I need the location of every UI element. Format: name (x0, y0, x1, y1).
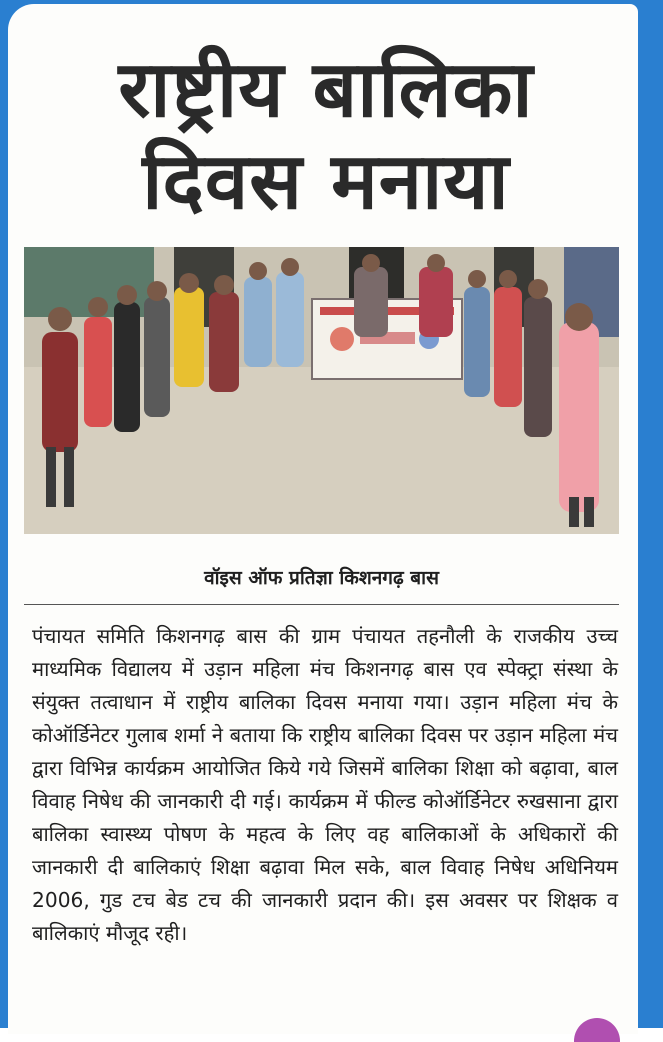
headline (22, 44, 630, 228)
divider (24, 604, 619, 605)
byline: वॉइस ऑफ प्रतिज्ञा किशनगढ़ बास (204, 567, 439, 589)
headline-line-1: राष्ट्रीय बालिका (118, 45, 534, 135)
article-body: पंचायत समिति किशनगढ़ बास की ग्राम पंचायत तहनौली के राजकीय उच्च माध्यमिक विद्यालय में उड़ान महिला मंच किशनगढ़ बास एव स्पेक्ट्रा संस्था के संयुक्त तत्वाधान में राष्ट्रीय बालिका दिवस मनाया गया। उड़ान महिला मंच के कोऑर्डिनेटर गुलाब शर्मा ने बताया कि राष्ट्रीय बालिका दिवस पर उड़ान महिला मंच द्वारा विभिन्न कार्यक्रम आयोजित किये गये जिसमें बालिका शिक्षा को बढ़ावा, बाल विवाह निषेध की जानकारी दी गई। कार्यक्रम में फील्ड कोऑर्डिनेटर रुखसाना द्वारा बालिका स्वास्थ्य पोषण के महत्व के लिए वह बालिकाओं के अधिकारों की जानकारी दी बालिकाएं शिक्षा बढ़ावा मिल सके, बाल विवाह निषेध अधिनियम 2006, गुड टच बेड टच की जानकारी प्रदान की। इस अवसर पर शिक्षक व बालिकाएं मौजूद रही। (32, 624, 618, 945)
headline-line-2: दिवस मनाया (142, 137, 510, 227)
event-photo (24, 247, 619, 534)
